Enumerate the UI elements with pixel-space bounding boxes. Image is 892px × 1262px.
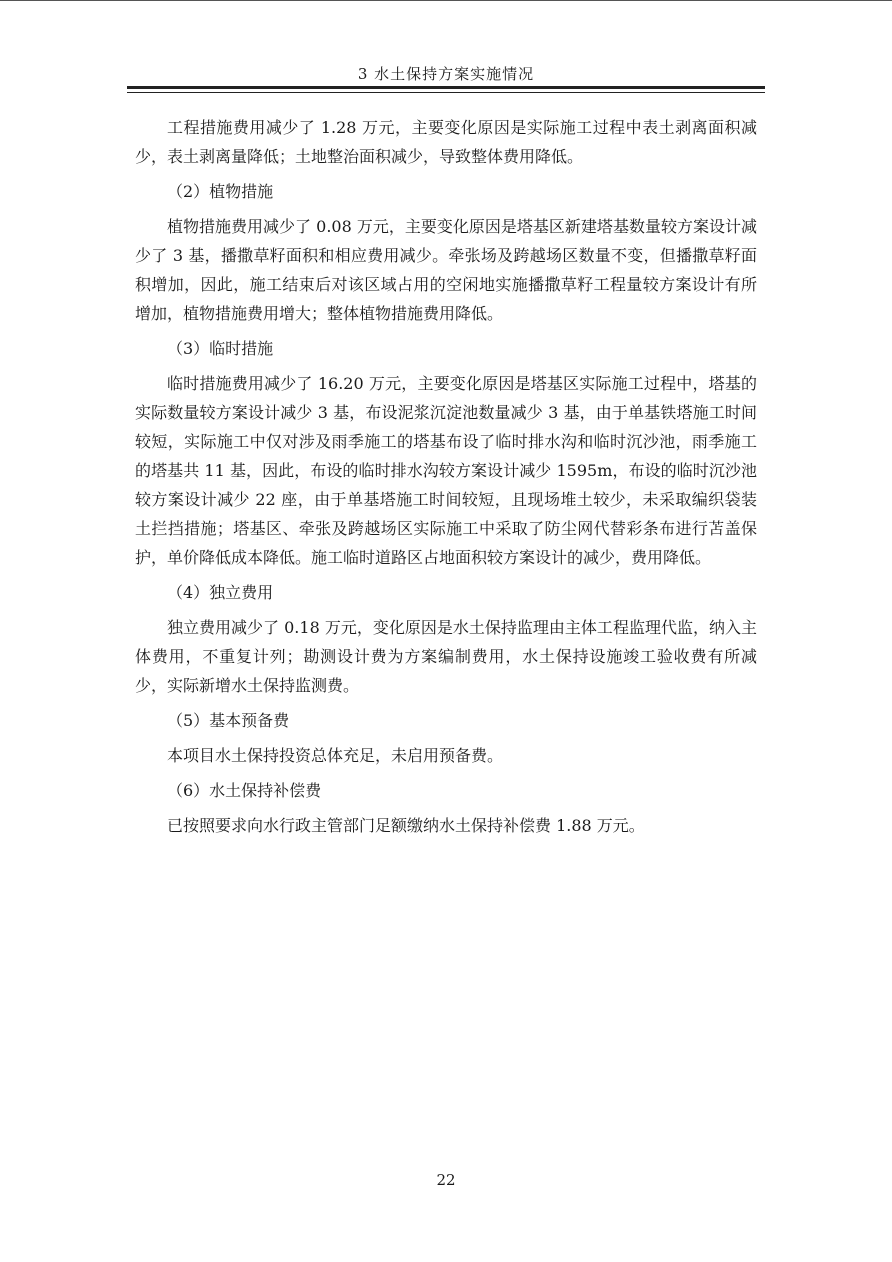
heading-independent-costs: （4）独立费用 bbox=[167, 583, 274, 602]
page-top-border bbox=[0, 0, 892, 1]
heading-compensation-fee: （6）水土保持补偿费 bbox=[167, 781, 322, 800]
header-rule-thick bbox=[127, 86, 765, 89]
running-header: 3 水土保持方案实施情况 bbox=[357, 65, 535, 83]
heading-temporary-measures: （3）临时措施 bbox=[167, 339, 274, 358]
paragraph-independent-costs: 独立费用减少了 0.18 万元，变化原因是水土保持监理由主体工程监理代监，纳入主体费用，不重复计列；勘测设计费为方案编制费用，水土保持设施竣工验收费有所减少，实际新增水土保持监测费。 bbox=[135, 618, 757, 695]
heading-plant-measures: （2）植物措施 bbox=[167, 182, 274, 201]
page-number: 22 bbox=[436, 1171, 456, 1189]
paragraph-plant-measures: 植物措施费用减少了 0.08 万元，主要变化原因是塔基区新建塔基数量较方案设计减少了 3 基，播撒草籽面积和相应费用减少。牵张场及跨越场区数量不变，但播撒草籽面积增加，因此，施工结束后对该区域占用的空闲地实施播撒草籽工程量较方案设计有所增加，植物措施费用增大；整体植物措施费用降低。 bbox=[135, 217, 757, 323]
heading-basic-reserve: （5）基本预备费 bbox=[167, 711, 290, 730]
body-text bbox=[135, 113, 757, 846]
paragraph-compensation-fee: 已按照要求向水行政主管部门足额缴纳水土保持补偿费 1.88 万元。 bbox=[167, 816, 645, 835]
paragraph-basic-reserve: 本项目水土保持投资总体充足，未启用预备费。 bbox=[167, 746, 504, 765]
paragraph-temporary-measures: 临时措施费用减少了 16.20 万元，主要变化原因是塔基区实际施工过程中，塔基的实际数量较方案设计减少 3 基，布设泥浆沉淀池数量减少 3 基，由于单基铁塔施工时间较短，实际施工中仅对涉及雨季施工的塔基布设了临时排水沟和临时沉沙池，雨季施工的塔基共 11 基，因此，布设的临时排水沟较方案设计减少 1595m，布设的临时沉沙池较方案设计减少 22 座，由于单基塔施工时间较短，且现场堆土较少，未采取编织袋装土拦挡措施；塔基区、牵张及跨越场区实际施工中采取了防尘网代替彩条布进行苫盖保护，单价降低成本降低。施工临时道路区占地面积较方案设计的减少，费用降低。 bbox=[135, 374, 757, 567]
header-rule-thin bbox=[127, 92, 765, 93]
paragraph-engineering-measures: 工程措施费用减少了 1.28 万元，主要变化原因是实际施工过程中表土剥离面积减少，表土剥离量降低；土地整治面积减少，导致整体费用降低。 bbox=[135, 118, 757, 166]
